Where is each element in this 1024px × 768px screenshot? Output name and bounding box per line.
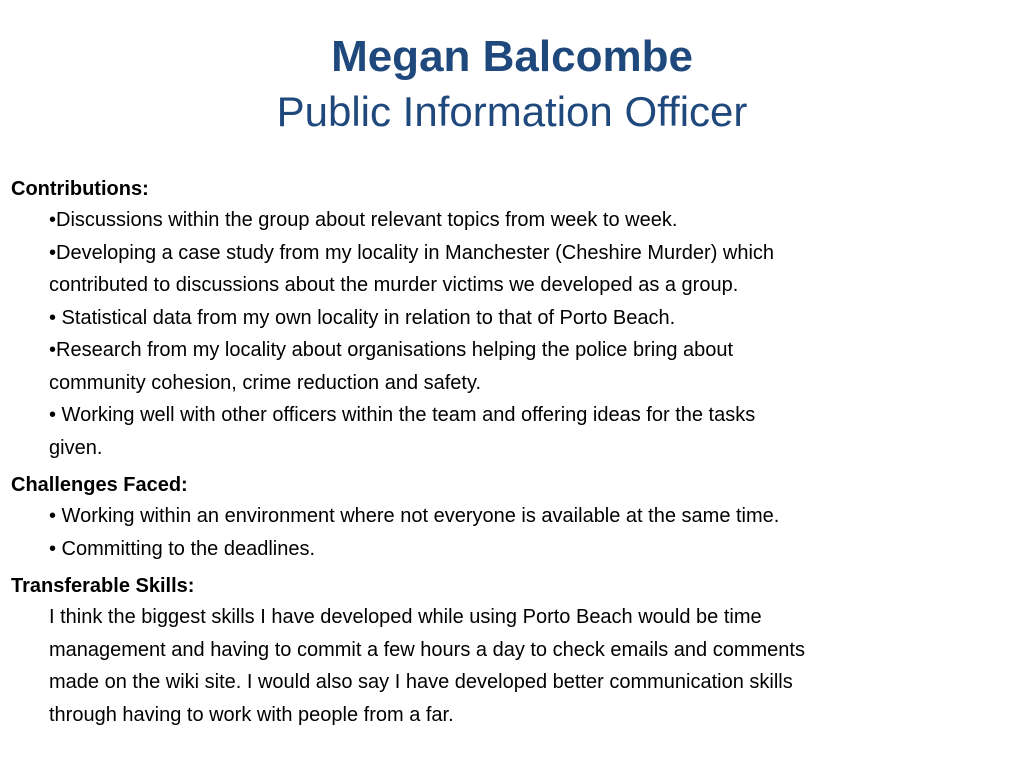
paragraph-line: made on the wiki site. I would also say I have developed better communication skills bbox=[49, 671, 793, 693]
bullet-line: •Developing a case study from my locality in Manchester (Cheshire Murder) which bbox=[49, 241, 775, 264]
bullet-line: • Working well with other officers within the team and offering ideas for the tasks bbox=[49, 404, 756, 426]
bullet-line: •Discussions within the group about relevant topics from week to week. bbox=[49, 209, 678, 231]
bullet-line: • Working within an environment where not everyone is available at the same time. bbox=[49, 505, 780, 527]
title-block bbox=[0, 30, 1024, 140]
bullet-line: given. bbox=[49, 436, 103, 459]
section-transferable-skills bbox=[11, 571, 1001, 731]
bullet-line: • Committing to the deadlines. bbox=[49, 537, 316, 560]
slide-title-name: Megan Balcombe bbox=[331, 32, 693, 81]
paragraph-line: I think the biggest skills I have developed while using Porto Beach would be time bbox=[49, 606, 762, 628]
bullet-line: contributed to discussions about the murder victims we developed as a group. bbox=[49, 274, 739, 296]
bullet-line: • Statistical data from my own locality in relation to that of Porto Beach. bbox=[49, 306, 676, 329]
slide-title-role: Public Information Officer bbox=[276, 88, 748, 135]
bullet-line: •Research from my locality about organisations helping the police bring about bbox=[49, 339, 734, 361]
section-challenges bbox=[11, 470, 1001, 565]
slide-content bbox=[11, 174, 1001, 737]
section-heading: Challenges Faced: bbox=[11, 474, 188, 496]
paragraph-line: through having to work with people from a far. bbox=[49, 703, 454, 726]
section-heading: Transferable Skills: bbox=[11, 575, 195, 597]
bullet-line: community cohesion, crime reduction and safety. bbox=[49, 371, 482, 394]
paragraph-line: management and having to commit a few hours a day to check emails and comments bbox=[49, 638, 805, 661]
section-heading: Contributions: bbox=[11, 178, 149, 200]
section-contributions bbox=[11, 174, 1001, 464]
